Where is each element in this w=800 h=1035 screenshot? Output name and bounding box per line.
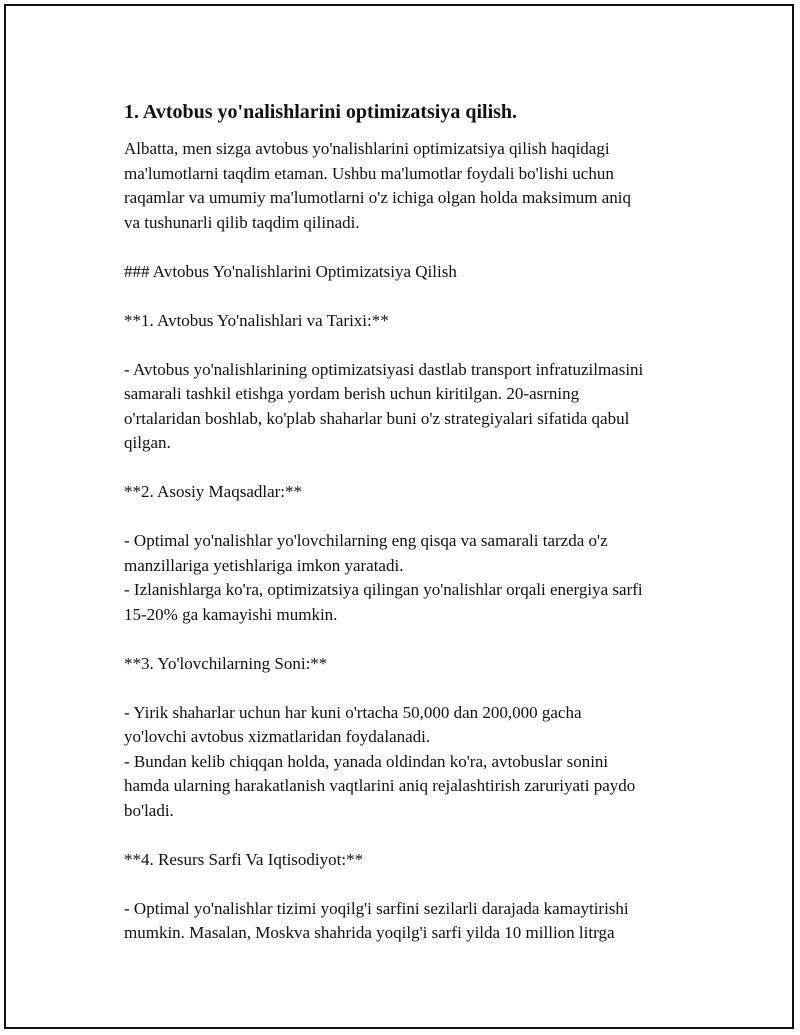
text-line: - Bundan kelib chiqqan holda, yanada oldindan ko'ra, avtobuslar sonini — [124, 751, 609, 771]
text-line: manzillariga yetishlariga imkon yaratadi. — [124, 555, 404, 575]
subheading-passengers — [124, 652, 704, 677]
heading-line: ### Avtobus Yo'nalishlarini Optimizatsiya Qilish — [124, 261, 457, 281]
heading-line: **3. Yo'lovchilarning Soni:** — [124, 653, 328, 673]
intro-paragraph — [124, 137, 704, 235]
page-frame — [4, 4, 794, 1029]
subheading-resources — [124, 848, 704, 873]
text-line: Albatta, men sizga avtobus yo'nalishlarini optimizatsiya qilish haqidagi — [124, 139, 610, 158]
heading-line: **4. Resurs Sarfi Va Iqtisodiyot:** — [124, 849, 364, 869]
text-line: - Optimal yo'nalishlar yo'lovchilarning eng qisqa va samarali tarzda o'z — [124, 531, 608, 550]
text-line: hamda ularning harakatlanish vaqtlarini aniq rejalashtirish zaruriyati paydo — [124, 776, 636, 795]
heading-line: **2. Asosiy Maqsadlar:** — [124, 482, 303, 501]
history-paragraph — [124, 358, 704, 456]
text-line: bo'ladi. — [124, 800, 174, 820]
section-heading — [124, 260, 704, 285]
resources-paragraph — [124, 897, 704, 946]
goals-paragraph — [124, 529, 704, 627]
text-line: qilgan. — [124, 433, 171, 452]
text-line: o'rtalaridan boshlab, ko'plab shaharlar buni o'z strategiyalari sifatida qabul — [124, 408, 630, 428]
text-line: mumkin. Masalan, Moskva shahrida yoqilg'i sarfi yilda 10 million litrga — [124, 923, 615, 942]
text-line: yo'lovchi avtobus xizmatlaridan foydalanadi. — [124, 727, 431, 746]
text-line: raqamlar va umumiy ma'lumotlarni o'z ichiga olgan holda maksimum aniq — [124, 188, 632, 207]
document-body — [124, 99, 704, 970]
subheading-history — [124, 309, 704, 334]
text-line: va tushunarli qilib taqdim qilinadi. — [124, 212, 360, 232]
text-line: 15-20% ga kamayishi mumkin. — [124, 604, 338, 624]
text-line: samarali tashkil etishga yordam berish uchun kiritilgan. 20-asrning — [124, 384, 580, 403]
text-line: - Avtobus yo'nalishlarining optimizatsiyasi dastlab transport infratuzilmasini — [124, 359, 644, 379]
passengers-paragraph — [124, 701, 704, 824]
text-line: ma'lumotlarni taqdim etaman. Ushbu ma'lumotlar foydali bo'lishi uchun — [124, 163, 614, 183]
subheading-goals — [124, 480, 704, 505]
heading-line: **1. Avtobus Yo'nalishlari va Tarixi:** — [124, 310, 389, 330]
document-title: 1. Avtobus yo'nalishlarini optimizatsiya qilish. — [124, 101, 518, 123]
text-line: - Optimal yo'nalishlar tizimi yoqilg'i sarfini sezilarli darajada kamaytirishi — [124, 898, 629, 918]
text-line: - Yirik shaharlar uchun har kuni o'rtacha 50,000 dan 200,000 gacha — [124, 702, 582, 722]
text-line: - Izlanishlarga ko'ra, optimizatsiya qilingan yo'nalishlar orqali energiya sarfi — [124, 580, 643, 599]
